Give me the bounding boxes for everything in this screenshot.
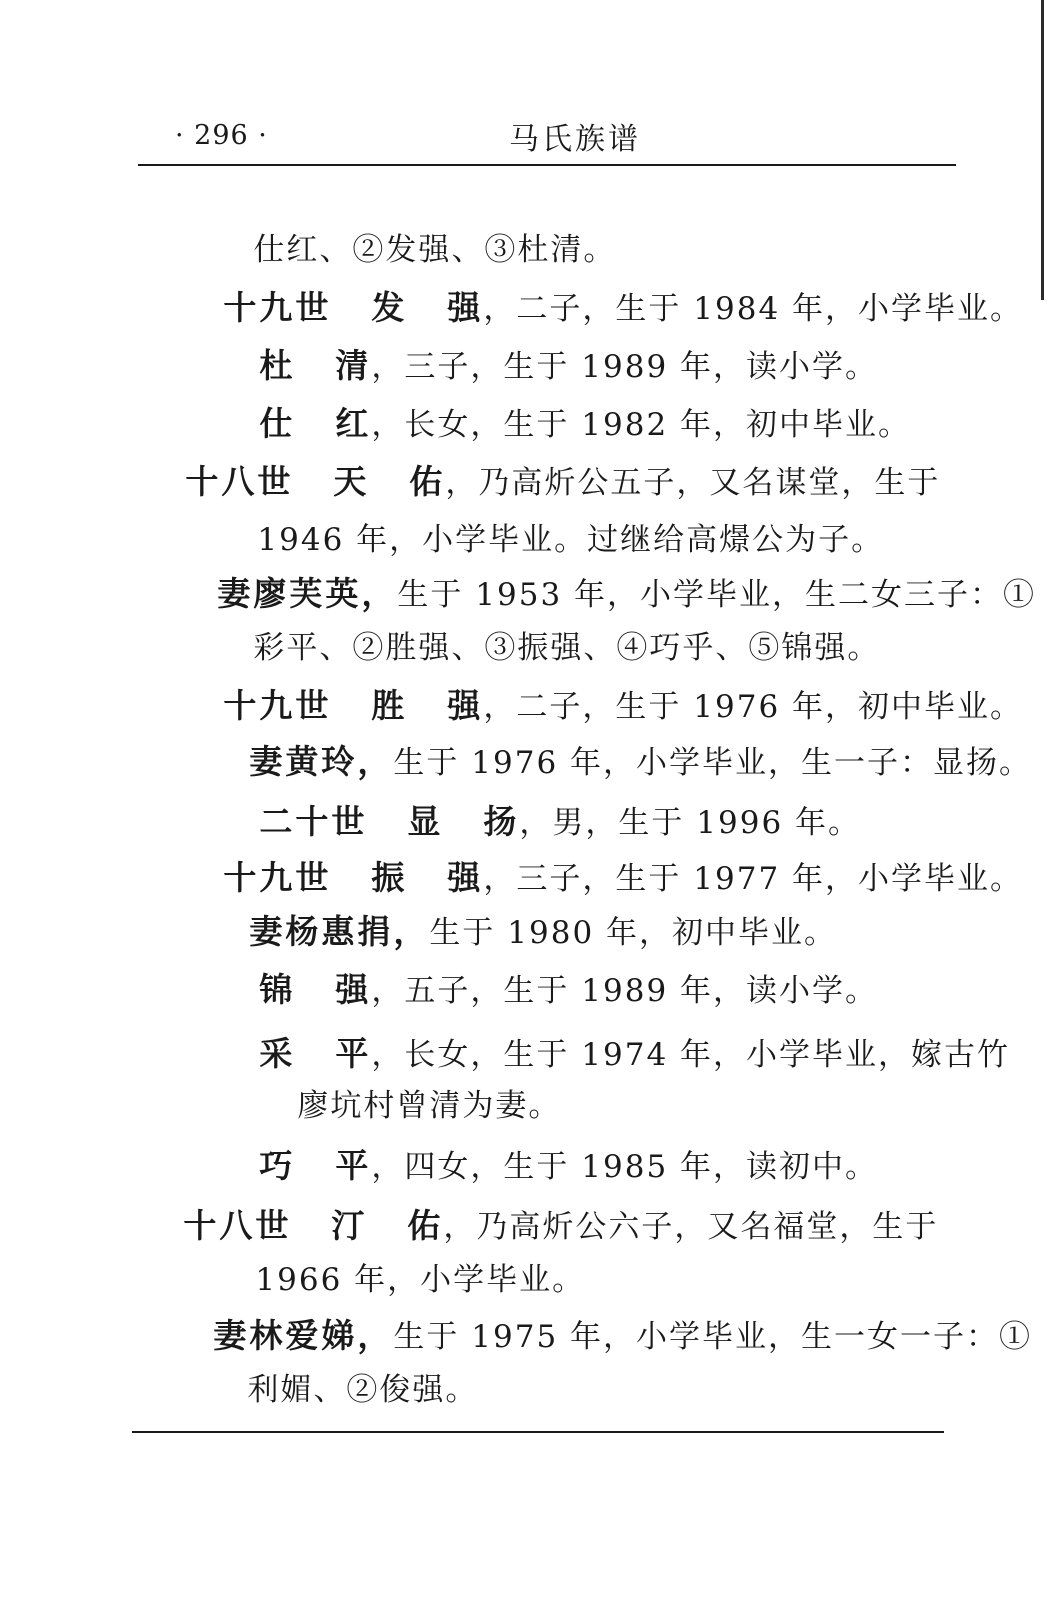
- line-text: ，三子，生于 1977 年，小学毕业。: [483, 861, 1024, 897]
- person-name: 强: [447, 288, 484, 327]
- person-name: 佑: [409, 462, 446, 501]
- generation-label: 十八世: [185, 462, 294, 501]
- line-text: 1946 年，小学毕业。过继给高燝公为子。: [257, 522, 885, 558]
- running-head: [0, 108, 1048, 158]
- page-number: · 296 ·: [175, 120, 268, 151]
- person-name: 胜: [371, 686, 408, 725]
- footer-rule: [132, 1431, 944, 1433]
- spouse-name: 妻林爱娣，: [213, 1316, 394, 1355]
- person-name: 平: [335, 1146, 372, 1185]
- person-name: 显: [407, 802, 444, 841]
- person-name: 振: [371, 858, 408, 897]
- line-text: 生于 1953 年，小学毕业，生二女三子：①: [397, 577, 1037, 613]
- line-text: 廖坑村曾清为妻。: [297, 1088, 562, 1124]
- person-name: 平: [335, 1034, 372, 1073]
- line-text: ，五子，生于 1989 年，读小学。: [371, 973, 879, 1009]
- person-name: 锦: [259, 970, 296, 1009]
- line-text: ，长女，生于 1982 年，初中毕业。: [371, 407, 912, 443]
- header-rule: [138, 164, 956, 166]
- person-name: 清: [335, 346, 372, 385]
- book-title: 马氏族谱: [509, 122, 641, 157]
- line-text: ，四女，生于 1985 年，读初中。: [371, 1149, 879, 1185]
- line-text: 仕红、②发强、③杜清。: [253, 232, 617, 268]
- generation-label: 二十世: [259, 802, 368, 841]
- person-name: 采: [259, 1034, 296, 1073]
- line-text: ，三子，生于 1989 年，读小学。: [371, 349, 879, 385]
- person-name: 强: [447, 686, 484, 725]
- person-name: 强: [335, 970, 372, 1009]
- line-text: 生于 1976 年，小学毕业，生一子：显扬。: [393, 745, 1033, 781]
- person-name: 强: [447, 858, 484, 897]
- generation-label: 十九世: [223, 686, 332, 725]
- person-name: 红: [335, 404, 372, 443]
- line-text: 生于 1975 年，小学毕业，生一女一子：①: [393, 1319, 1033, 1355]
- generation-label: 十九世: [223, 288, 332, 327]
- spouse-name: 妻杨惠捐，: [249, 912, 430, 951]
- person-name: 佑: [407, 1206, 444, 1245]
- line-text: ，二子，生于 1984 年，小学毕业。: [483, 291, 1024, 327]
- spouse-name: 妻黄玲，: [249, 742, 394, 781]
- person-name: 巧: [259, 1146, 296, 1185]
- person-name: 汀: [331, 1206, 368, 1245]
- generation-label: 十八世: [183, 1206, 292, 1245]
- line-text: ，男，生于 1996 年。: [519, 805, 862, 841]
- line-text: ，长女，生于 1974 年，小学毕业，嫁古竹: [371, 1037, 1011, 1073]
- person-name: 发: [371, 288, 408, 327]
- line-text: ，乃高炘公六子，又名福堂，生于: [443, 1209, 939, 1245]
- line-text: 彩平、②胜强、③振强、④巧乎、⑤锦强。: [253, 630, 881, 666]
- person-name: 杜: [259, 346, 296, 385]
- line-text: ，二子，生于 1976 年，初中毕业。: [483, 689, 1024, 725]
- line-text: 利媚、②俊强。: [247, 1372, 479, 1408]
- generation-label: 十九世: [223, 858, 332, 897]
- line-text: ，乃高炘公五子，又名谋堂，生于: [445, 465, 941, 501]
- line-text: 生于 1980 年，初中毕业。: [429, 915, 838, 951]
- line-text: 1966 年，小学毕业。: [255, 1262, 586, 1298]
- person-name: 仕: [259, 404, 296, 443]
- spouse-name: 妻廖芙英，: [217, 574, 398, 613]
- person-name: 天: [333, 462, 370, 501]
- person-name: 扬: [483, 802, 520, 841]
